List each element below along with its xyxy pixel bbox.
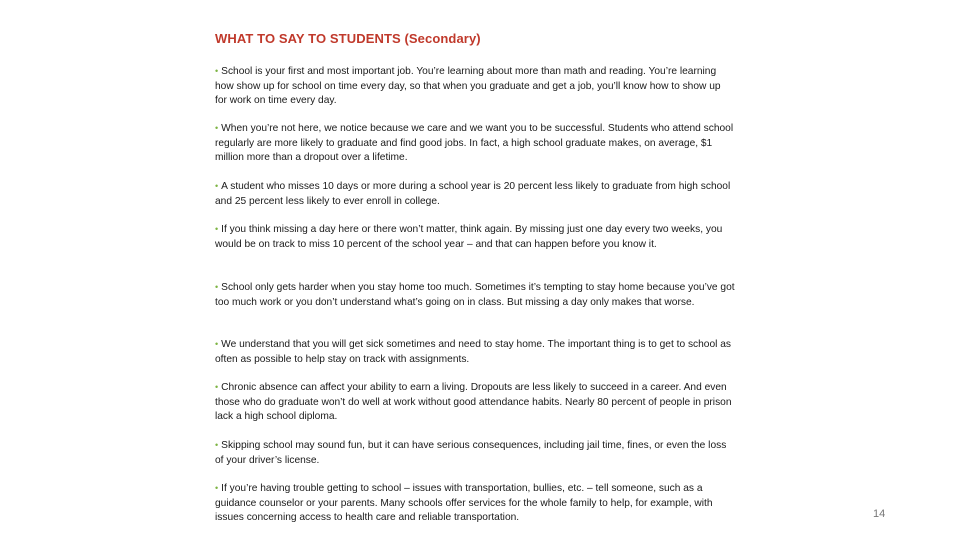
bullet-text: School only gets harder when you stay home too much. Sometimes it’s tempting to stay home because you’ve got too much work or you don’t understand what’s going on in class. But missing a day only makes that worse.	[215, 282, 735, 308]
bullet-text: When you’re not here, we notice because we care and we want you to be successful. Students who attend school regularly are more likely to graduate and find good jobs. In fact, a high school graduate makes, on average, $1 million more than a dropout over a lifetime.	[215, 123, 734, 164]
bullet-item	[215, 121, 735, 166]
bullet-text: A student who misses 10 days or more during a school year is 20 percent less likely to graduate from high school and 25 percent less likely to ever enroll in college.	[215, 181, 731, 207]
page-number: 14	[873, 508, 886, 520]
bullet-marker: •	[215, 382, 219, 392]
bullet-text: School is your first and most important job. You’re learning about more than math and reading. You’re learning how show up for school on time every day, so that when you graduate and get a job, you’ll know how to show up for work on time every day.	[215, 66, 721, 107]
bullet-text: We understand that you will get sick sometimes and need to stay home. The important thing is to get to school as often as possible to help stay on track with assignments.	[215, 339, 731, 365]
bullet-marker: •	[215, 181, 219, 191]
slide-title: WHAT TO SAY TO STUDENTS (Secondary)	[215, 31, 481, 46]
bullet-marker: •	[215, 66, 219, 76]
bullet-item	[215, 280, 735, 310]
bullet-marker: •	[215, 123, 219, 133]
bullet-item	[215, 337, 735, 367]
bullet-item	[215, 380, 735, 425]
bullet-text: If you think missing a day here or there won’t matter, think again. By missing just one day every two weeks, you would be on track to miss 10 percent of the school year – and that can happen before you know it.	[215, 224, 723, 250]
bullet-item	[215, 481, 735, 526]
bullet-item	[215, 438, 735, 468]
bullet-marker: •	[215, 339, 219, 349]
bullet-marker: •	[215, 483, 219, 493]
bullet-text: If you’re having trouble getting to school – issues with transportation, bullies, etc. – tell someone, such as a guidance counselor or your parents. Many schools offer services for the whole family to help, for example, with issues concerning access to health care and reliable transportation.	[215, 483, 713, 524]
bullet-text: Skipping school may sound fun, but it can have serious consequences, including jail time, fines, or even the loss of your driver’s license.	[215, 440, 727, 466]
bullet-marker: •	[215, 440, 219, 450]
bullet-item	[215, 222, 735, 252]
bullet-item	[215, 179, 735, 209]
bullet-marker: •	[215, 282, 219, 292]
bullet-marker: •	[215, 224, 219, 234]
bullet-item	[215, 64, 735, 109]
bullet-text: Chronic absence can affect your ability to earn a living. Dropouts are less likely to succeed in a career. And even those who do graduate won’t do well at work without good attendance habits. Nearly 80 percent of people in prison lack a high school diploma.	[215, 382, 732, 423]
